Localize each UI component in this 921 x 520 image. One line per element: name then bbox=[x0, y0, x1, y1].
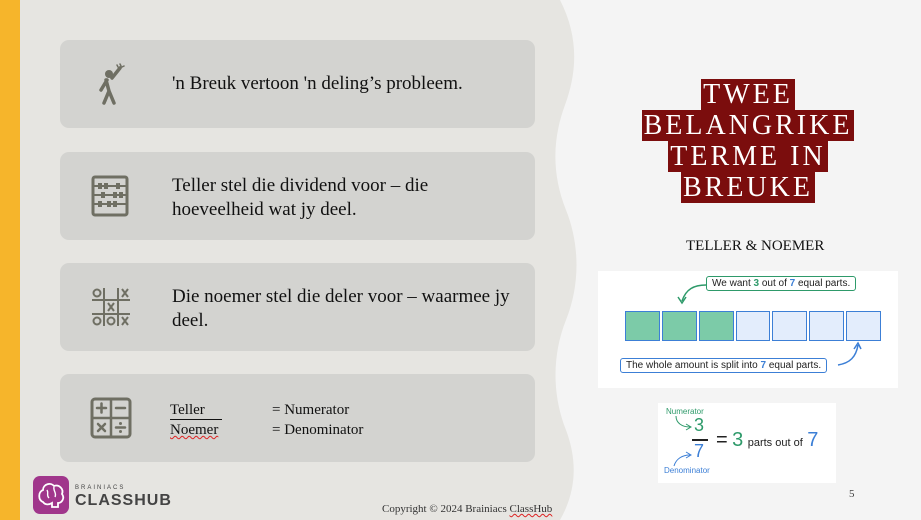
bar-segment bbox=[772, 311, 807, 341]
top-label-text: We want bbox=[712, 278, 754, 289]
top-label-text: equal parts. bbox=[795, 278, 851, 289]
copyright-name: ClassHub bbox=[509, 503, 553, 515]
achievement-person-icon bbox=[90, 63, 132, 105]
logo-main-text bbox=[75, 492, 172, 510]
top-label-num: 3 bbox=[753, 278, 760, 289]
logo-top-text: BRAINIACS bbox=[75, 485, 126, 491]
card-denominator-divisor bbox=[60, 263, 535, 351]
top-label-text: out of bbox=[759, 278, 790, 289]
card-numerator-dividend bbox=[60, 152, 535, 240]
copyright-prefix: Copyright © 2024 Brainiacs bbox=[382, 503, 510, 515]
card-fraction-division bbox=[60, 40, 535, 128]
bottom-label-num: 7 bbox=[760, 360, 767, 371]
bottom-label bbox=[620, 358, 827, 373]
result-numerator: 3 bbox=[732, 429, 744, 451]
bar-segment bbox=[809, 311, 844, 341]
bar-segment bbox=[625, 311, 660, 341]
slide-subtitle: TELLER & NOEMER bbox=[686, 238, 825, 254]
abacus-icon bbox=[90, 175, 132, 217]
title-line: BELANGRIKE bbox=[643, 110, 853, 141]
result-text: parts out of bbox=[747, 437, 803, 449]
top-label-den: 7 bbox=[789, 278, 796, 289]
brain-logo-icon bbox=[33, 476, 69, 514]
title-line: TERME IN bbox=[670, 141, 826, 172]
card-definitions bbox=[60, 374, 535, 462]
bar-segment bbox=[736, 311, 771, 341]
bar-segment bbox=[699, 311, 734, 341]
definition-meaning: = Denominator bbox=[272, 422, 364, 438]
bar-segment bbox=[846, 311, 881, 341]
fraction-numerator: 3 bbox=[694, 415, 705, 435]
definition-term: Noemer bbox=[170, 422, 219, 438]
numerator-arrow-icon bbox=[674, 415, 694, 431]
slide-title bbox=[636, 79, 860, 203]
denominator-arrow-icon bbox=[672, 451, 694, 467]
bottom-arrow-icon bbox=[836, 341, 862, 369]
fraction-bar-diagram bbox=[598, 271, 898, 388]
definition-term: Teller bbox=[170, 402, 222, 420]
bottom-label-text: The whole amount is split into bbox=[626, 360, 761, 371]
copyright-text bbox=[382, 503, 552, 515]
brainiacs-classhub-logo bbox=[33, 476, 173, 514]
tic-tac-toe-icon bbox=[90, 286, 132, 328]
title-line: TWEE bbox=[703, 79, 793, 110]
result-denominator: 7 bbox=[807, 429, 819, 451]
calculator-operations-icon bbox=[90, 397, 132, 439]
accent-bar bbox=[0, 0, 20, 520]
top-arrow-icon bbox=[676, 281, 708, 307]
page-number: 5 bbox=[849, 488, 855, 500]
definition-meaning: = Numerator bbox=[272, 402, 350, 418]
title-line: BREUKE bbox=[683, 172, 813, 203]
card-text: Teller stel die dividend voor – die hoeveelheid wat jy deel. bbox=[172, 175, 429, 220]
fraction-notation bbox=[658, 403, 836, 483]
bottom-label-text: equal parts. bbox=[766, 360, 822, 371]
fraction-result bbox=[716, 429, 818, 452]
equals-sign: = bbox=[716, 429, 728, 451]
card-text: Die noemer stel die deler voor – waarmee jy deel. bbox=[172, 286, 510, 331]
numerator-label: Numerator bbox=[666, 407, 704, 416]
fraction-denominator: 7 bbox=[694, 441, 705, 461]
fraction-bar bbox=[625, 311, 883, 343]
bar-segment bbox=[662, 311, 697, 341]
logo-main-text-hub: HUB bbox=[134, 492, 172, 509]
top-label bbox=[706, 276, 856, 291]
denominator-label: Denominator bbox=[664, 466, 710, 475]
logo-main-text-class: CLASS bbox=[75, 492, 135, 509]
card-text: 'n Breuk vertoon 'n deling’s probleem. bbox=[172, 73, 463, 94]
